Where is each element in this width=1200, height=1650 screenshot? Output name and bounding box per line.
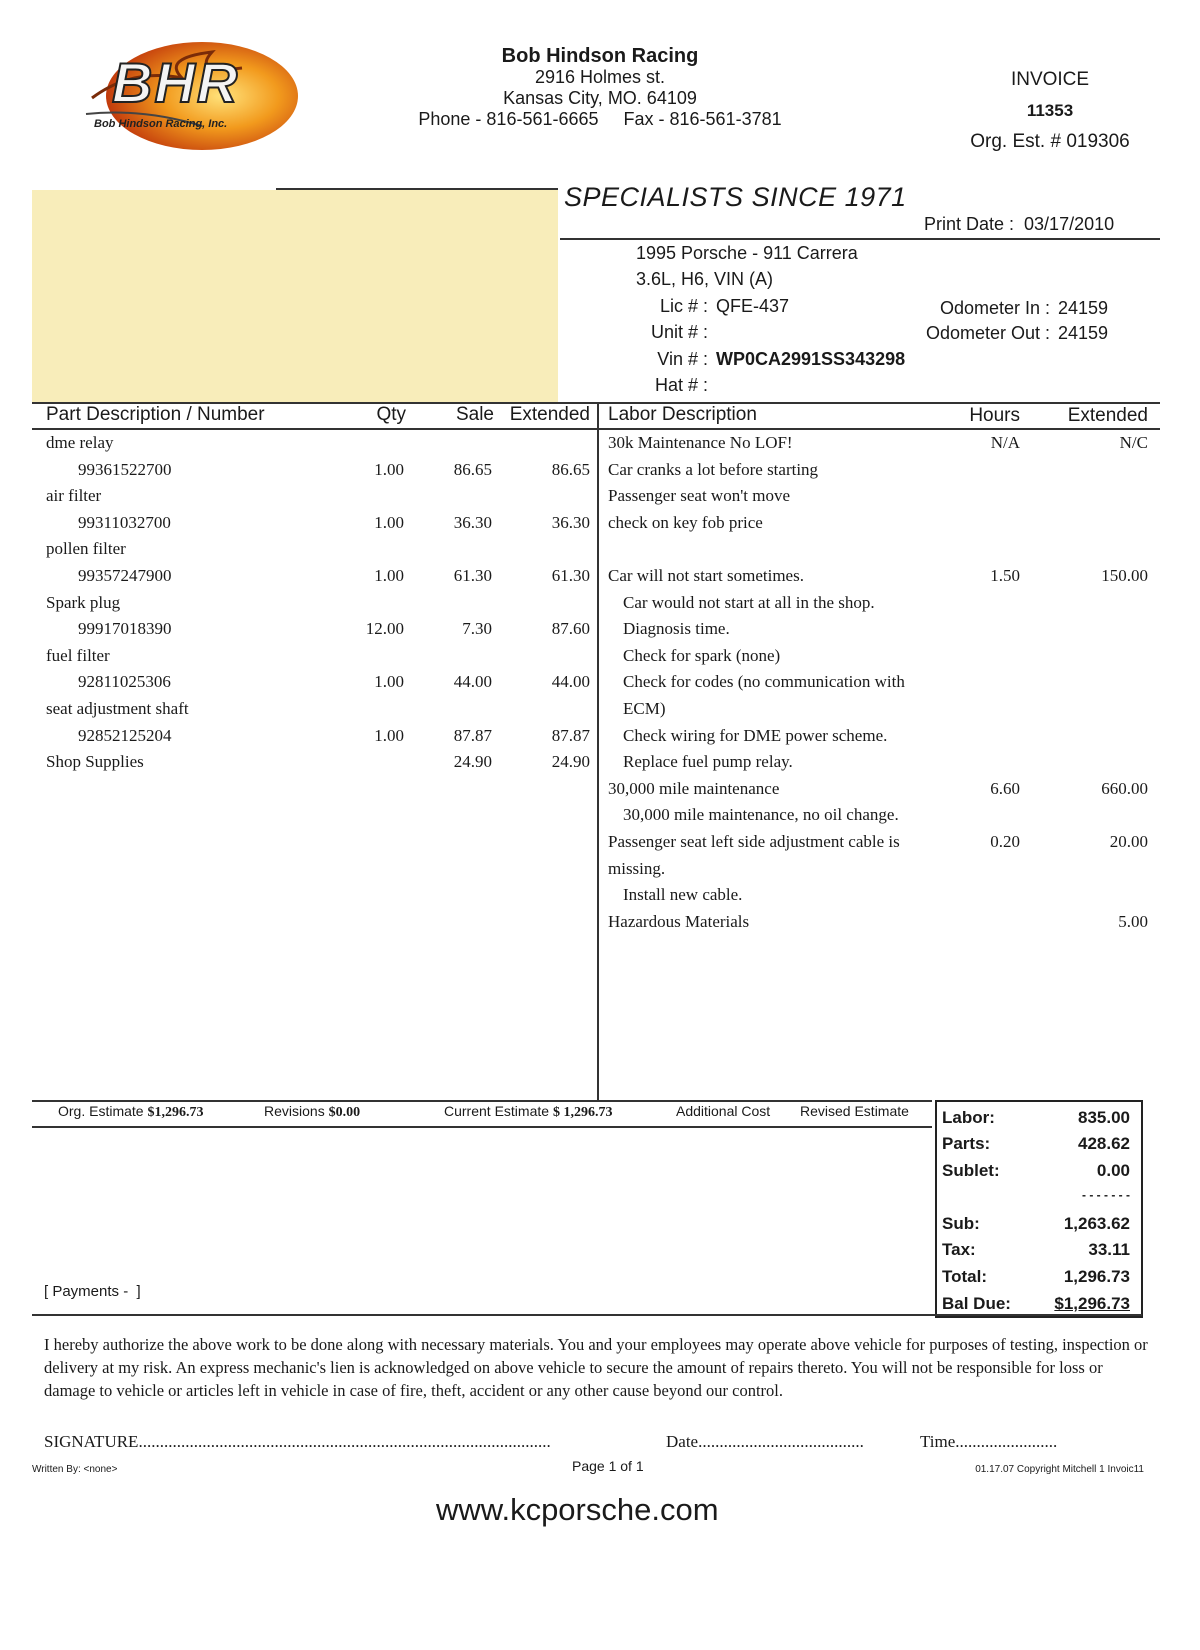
- table-row: [598, 776, 1160, 802]
- labor-description: Passenger seat won't move: [608, 486, 790, 506]
- written-by: Written By: <none>: [32, 1464, 118, 1475]
- labor-header-hours: Hours: [969, 405, 1020, 426]
- table-row: [598, 669, 1160, 695]
- revisions-value: $0.00: [328, 1105, 361, 1120]
- table-row: [0, 457, 598, 483]
- org-estimate-value: $1,296.73: [147, 1105, 204, 1120]
- vin-label: Vin # :: [657, 349, 708, 369]
- company-logo: [72, 38, 302, 158]
- table-row: [0, 483, 598, 509]
- labor-description: Check for spark (none): [623, 645, 781, 665]
- lic-value: QFE-437: [716, 296, 790, 316]
- labor-description: check on key fob price: [608, 512, 763, 532]
- table-row: [598, 882, 1160, 908]
- labor-description: Car would not start at all in the shop.: [623, 592, 875, 612]
- header-rule: [560, 238, 1160, 240]
- totals-row: [940, 1134, 1134, 1158]
- table-row: [598, 909, 1160, 935]
- totals-value: 1,296.73: [1063, 1267, 1130, 1286]
- totals-value: 428.62: [1078, 1134, 1130, 1153]
- odometer-out-value: 24159: [1058, 323, 1109, 343]
- totals-row: [940, 1240, 1134, 1264]
- labor-extended: 20.00: [1109, 832, 1148, 851]
- part-sale: 86.65: [453, 459, 492, 479]
- totals-value: - - - - - - -: [1082, 1188, 1130, 1202]
- labor-description: missing.: [608, 858, 666, 878]
- revisions-label: Revisions: [264, 1103, 325, 1119]
- labor-description: Replace fuel pump relay.: [623, 752, 793, 772]
- labor-description: Check wiring for DME power scheme.: [623, 725, 888, 745]
- odometer-in-value: 24159: [1058, 298, 1109, 318]
- table-row: [0, 616, 598, 642]
- part-description: dme relay: [46, 433, 114, 452]
- part-sale: 87.87: [453, 725, 492, 745]
- totals-row: [940, 1188, 1134, 1212]
- totals-row: [940, 1214, 1134, 1238]
- additional-cost-label: Additional Cost: [676, 1103, 771, 1119]
- part-sale: 44.00: [453, 672, 492, 692]
- totals-label: Labor:: [942, 1108, 995, 1127]
- signature-line[interactable]: SIGNATURE.................................................................................................: [44, 1432, 551, 1451]
- revised-estimate-label: Revised Estimate: [800, 1103, 909, 1119]
- tagline: SPECIALISTS SINCE 1971: [564, 182, 907, 212]
- part-extended: 24.90: [551, 752, 590, 772]
- table-row: [598, 723, 1160, 749]
- labor-description: ECM): [623, 699, 666, 718]
- invoice-info: [940, 64, 1160, 157]
- table-row: [0, 430, 598, 456]
- part-qty: 1.00: [374, 512, 404, 532]
- vin-value: WP0CA2991SS343298: [716, 349, 906, 369]
- print-date: Print Date : 03/17/2010: [924, 214, 1115, 234]
- labor-extended: N/C: [1119, 433, 1148, 452]
- part-extended: 44.00: [551, 672, 590, 692]
- estimate-top-rule: [32, 1100, 932, 1102]
- part-qty: 1.00: [374, 566, 404, 585]
- company-block: [400, 46, 800, 130]
- vehicle-line-1: 1995 Porsche - 911 Carrera: [636, 243, 858, 263]
- totals-value: 33.11: [1088, 1240, 1130, 1259]
- totals-label: Parts:: [942, 1134, 991, 1153]
- logo-text: BHR: [112, 51, 240, 114]
- part-extended: 86.65: [551, 459, 590, 479]
- table-row: [598, 590, 1160, 616]
- table-row: [598, 536, 1160, 562]
- part-extended: 87.87: [551, 725, 590, 745]
- labor-description: 30,000 mile maintenance: [608, 778, 780, 798]
- table-row: [598, 563, 1160, 589]
- part-description: 99361522700: [78, 459, 172, 479]
- current-estimate: [444, 1103, 612, 1121]
- totals-value: 1,263.62: [1063, 1214, 1130, 1233]
- labor-extended: 5.00: [1118, 911, 1148, 931]
- part-description: 92852125204: [78, 725, 172, 745]
- table-row: [0, 643, 598, 669]
- labor-extended: 150.00: [1101, 566, 1148, 585]
- totals-label: Sublet:: [942, 1161, 1000, 1180]
- parts-header-extended: Extended: [509, 404, 590, 425]
- time-line[interactable]: Time........................: [920, 1432, 1058, 1451]
- unit-label: Unit # :: [650, 322, 708, 342]
- labor-hours: 0.20: [990, 832, 1020, 851]
- current-estimate-label: Current Estimate: [444, 1103, 550, 1119]
- table-row: [0, 563, 598, 589]
- labor-hours: 6.60: [990, 778, 1020, 798]
- part-qty: 1.00: [374, 459, 404, 479]
- table-row: [598, 829, 1160, 855]
- part-qty: 12.00: [365, 619, 404, 639]
- org-estimate: [58, 1103, 203, 1121]
- labor-hours: 1.50: [990, 566, 1020, 585]
- totals-row: [940, 1267, 1134, 1291]
- labor-description: 30k Maintenance No LOF!: [608, 433, 793, 452]
- part-extended: 87.60: [551, 619, 590, 639]
- part-qty: 1.00: [374, 725, 404, 745]
- part-extended: 61.30: [551, 566, 590, 585]
- labor-description: Passenger seat left side adjustment cable is: [608, 832, 900, 851]
- totals-bottom-rule: [32, 1314, 1142, 1316]
- part-description: Shop Supplies: [46, 752, 144, 772]
- payments: [ Payments - ]: [44, 1283, 141, 1300]
- part-sale: 24.90: [453, 752, 492, 772]
- table-row: [598, 643, 1160, 669]
- labor-hours: N/A: [990, 433, 1020, 452]
- table-row: [0, 749, 598, 775]
- org-estimate-number: Org. Est. # 019306: [970, 131, 1130, 152]
- invoice-label: INVOICE: [1010, 69, 1090, 90]
- totals-label: Total:: [942, 1267, 988, 1286]
- copyright: 01.17.07 Copyright Mitchell 1 Invoic11: [975, 1464, 1144, 1475]
- authorization-text: I hereby authorize the above work to be done along with necessary materials. You and your employees may operate above vehicle for purposes of testing, inspection or delivery at my risk. An express mechanic's lien is acknowledged on above vehicle to secure the amount of repairs thereto. You will not be responsible for loss or damage to vehicle or articles left in vehicle in case of fire, theft, accident or any other cause beyond our control.: [44, 1335, 1148, 1400]
- part-sale: 36.30: [453, 512, 492, 532]
- labor-header-extended: Extended: [1067, 405, 1148, 426]
- logo-subtext: Bob Hindson Racing, Inc.: [94, 118, 228, 130]
- invoice-number: 11353: [1026, 101, 1074, 120]
- company-address-1: 2916 Holmes st.: [534, 67, 666, 87]
- odometer-out-label: Odometer Out :: [925, 323, 1050, 343]
- part-description: pollen filter: [46, 539, 126, 559]
- table-row: [0, 590, 598, 616]
- odometer-in-label: Odometer In :: [939, 298, 1050, 318]
- part-qty: 1.00: [374, 672, 404, 692]
- labor-extended: 660.00: [1101, 778, 1148, 798]
- table-row: [598, 802, 1160, 828]
- date-line[interactable]: Date.......................................: [666, 1432, 864, 1451]
- table-row: [0, 669, 598, 695]
- totals-label: Tax:: [942, 1240, 976, 1259]
- totals-value: 0.00: [1096, 1161, 1130, 1180]
- labor-description: Car cranks a lot before starting: [608, 459, 819, 479]
- parts-header-sale: Sale: [455, 404, 494, 425]
- part-description: Spark plug: [46, 592, 121, 612]
- table-row: [598, 483, 1160, 509]
- company-name: Bob Hindson Racing: [501, 45, 699, 67]
- estimate-bottom-rule: [32, 1126, 932, 1128]
- table-row: [598, 856, 1160, 882]
- part-sale: 7.30: [462, 619, 492, 639]
- parts-header-qty: Qty: [376, 404, 406, 425]
- table-row: [598, 430, 1160, 456]
- current-estimate-value: $ 1,296.73: [552, 1105, 613, 1120]
- part-description: 99357247900: [78, 566, 172, 585]
- table-row: [598, 510, 1160, 536]
- table-row: [0, 536, 598, 562]
- part-description: 99917018390: [78, 619, 172, 639]
- totals-row: [940, 1161, 1134, 1185]
- hat-label: Hat # :: [654, 375, 708, 395]
- company-address-2: Kansas City, MO. 64109: [503, 88, 697, 108]
- org-estimate-label: Org. Estimate: [58, 1103, 144, 1119]
- part-sale: 61.30: [453, 566, 492, 585]
- labor-description: Check for codes (no communication with: [623, 672, 905, 692]
- table-row: [0, 510, 598, 536]
- part-description: air filter: [46, 486, 102, 506]
- table-row: [598, 616, 1160, 642]
- page-number: Page 1 of 1: [572, 1458, 644, 1474]
- part-description: fuel filter: [46, 645, 110, 665]
- vehicle-line-2: 3.6L, H6, VIN (A): [636, 269, 774, 289]
- totals-label: Bal Due:: [942, 1294, 1011, 1313]
- lic-label: Lic # :: [659, 296, 708, 316]
- labor-description: Install new cable.: [623, 885, 743, 905]
- totals-row: [940, 1108, 1134, 1132]
- part-extended: 36.30: [551, 512, 590, 532]
- labor-description: Diagnosis time.: [623, 619, 730, 639]
- website-url[interactable]: www.kcporsche.com: [436, 1492, 719, 1527]
- totals-value: 835.00: [1078, 1108, 1130, 1127]
- part-description: 99311032700: [78, 512, 171, 532]
- table-row: [0, 723, 598, 749]
- table-row: [598, 457, 1160, 483]
- part-description: 92811025306: [78, 672, 171, 692]
- revisions: [264, 1103, 360, 1121]
- labor-description: Car will not start sometimes.: [608, 566, 804, 585]
- header-rule-short: [276, 188, 558, 190]
- table-row: [0, 696, 598, 722]
- labor-header-description: Labor Description: [608, 404, 757, 425]
- table-row: [598, 696, 1160, 722]
- totals-label: Sub:: [942, 1214, 980, 1233]
- redaction-box: [32, 190, 558, 402]
- totals-value: $1,296.73: [1054, 1294, 1130, 1313]
- parts-header-description: Part Description / Number: [46, 404, 265, 425]
- labor-description: 30,000 mile maintenance, no oil change.: [623, 805, 899, 825]
- labor-description: Hazardous Materials: [608, 911, 750, 931]
- company-phone-fax: Phone - 816-561-6665 Fax - 816-561-3781: [418, 109, 782, 129]
- table-row: [598, 749, 1160, 775]
- part-description: seat adjustment shaft: [46, 699, 189, 718]
